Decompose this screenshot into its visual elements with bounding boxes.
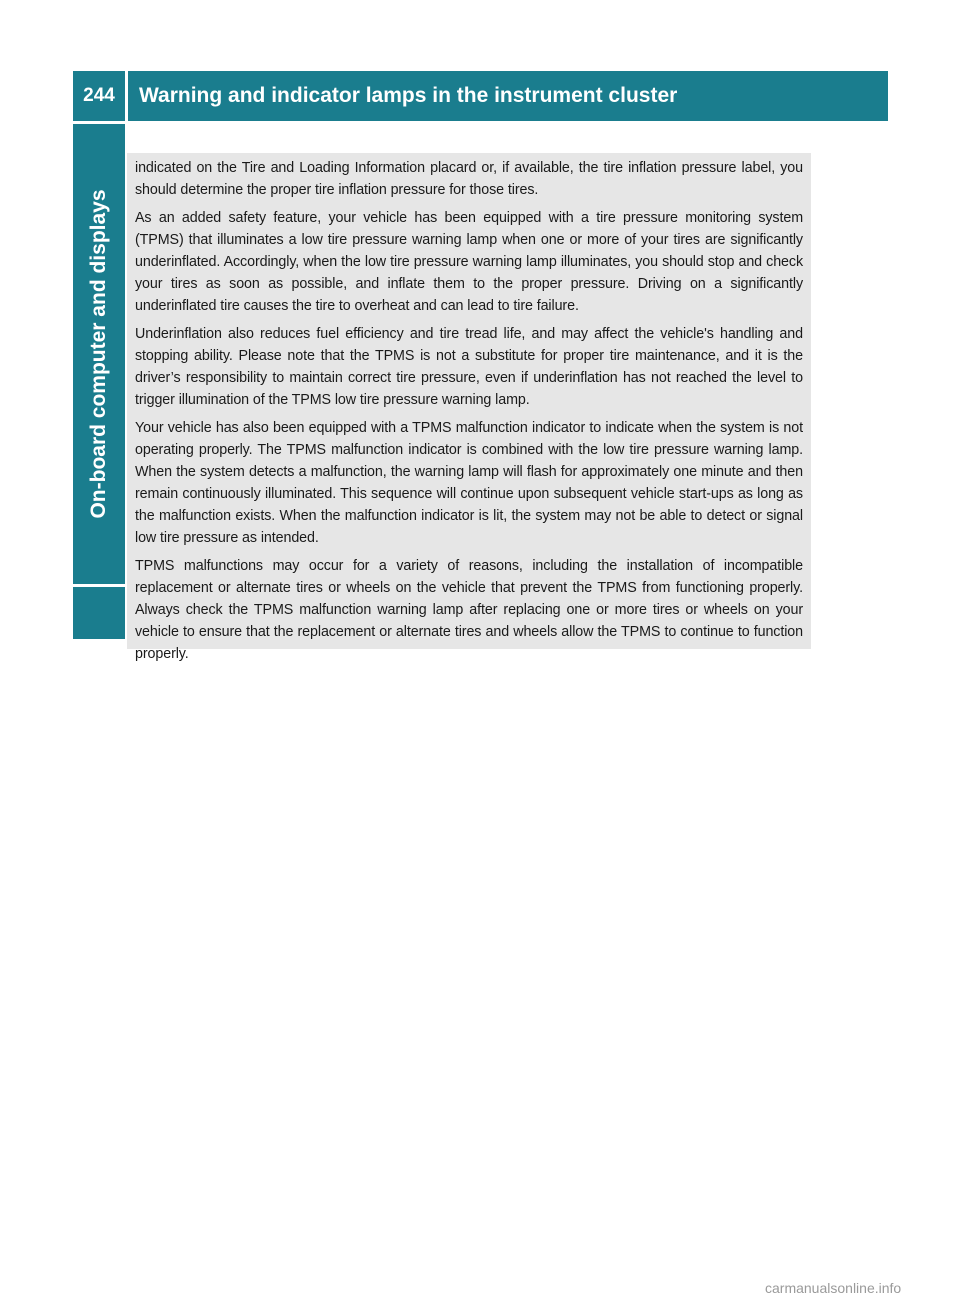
side-tab-marker: [73, 587, 125, 639]
page-number: 244: [73, 71, 125, 121]
paragraph-malfunction-causes: TPMS malfunctions may occur for a variety of reasons, including the installation of incompatible replacement or alternate tires or wheels on the vehicle that prevent the TPMS from functioning properly. Always check the TPMS malfunction warning lamp after replacing one or more tires or wheels on your vehicle to ensure that the replacement or alternate tires and wheels allow the TPMS to continue to function properly.: [135, 558, 803, 662]
paragraph-malfunction-indicator: Your vehicle has also been equipped with a TPMS malfunction indicator to indicate when the system is not operating properly. The TPMS malfunction indicator is combined with the low tire pressure warning lamp. When the system detects a malfunction, the warning lamp will flash for approximately one minute and then remain continuously illuminated. This sequence will continue upon subsequent vehicle start-ups as long as the malfunction exists. When the malfunction indicator is lit, the system may not be able to detect or signal low tire pressure as intended.: [135, 420, 803, 546]
section-side-tab: [73, 124, 125, 584]
page-title: Warning and indicator lamps in the instrument cluster: [128, 71, 888, 121]
paragraph-inflation-label: indicated on the Tire and Loading Information placard or, if available, the tire inflation pressure label, you should determine the proper tire inflation pressure for those tires.: [135, 160, 803, 198]
tpms-info-box: [127, 153, 811, 662]
paragraph-underinflation: Underinflation also reduces fuel efficiency and tire tread life, and may affect the vehicle's handling and stopping ability. Please note that the TPMS is not a substitute for proper tire maintenance, and it is the driver’s responsibility to maintain correct tire pressure, even if underinflation has not reached the level to trigger illumination of the TPMS low tire pressure warning lamp.: [135, 326, 803, 408]
paragraph-tpms-safety: As an added safety feature, your vehicle has been equipped with a tire pressure monitoring system (TPMS) that illuminates a low tire pressure warning lamp when one or more of your tires are significantly underinflated. Accordingly, when the low tire pressure warning lamp illuminates, you should stop and check your tires as soon as possible, and inflate them to the proper pressure. Driving on a significantly underinflated tire causes the tire to overheat and can lead to tire failure.: [135, 210, 803, 314]
section-side-tab-label: On-board computer and displays: [87, 189, 110, 519]
section-side-tab-label-wrap: [73, 124, 125, 584]
footer-watermark: carmanualsonline.info: [765, 1280, 902, 1296]
